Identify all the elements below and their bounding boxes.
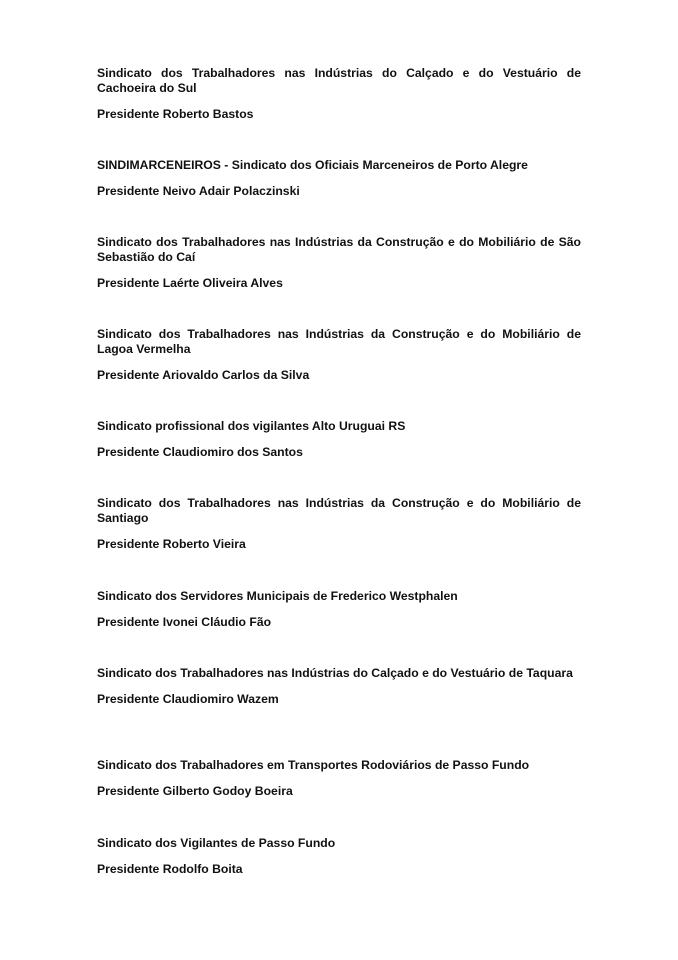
union-entry xyxy=(97,419,581,460)
president-name: Presidente Ivonei Cláudio Fão xyxy=(97,615,272,629)
union-name: Sindicato dos Trabalhadores nas Indústrias da Construção e do Mobiliário de Santiago xyxy=(97,496,581,525)
union-name: Sindicato dos Trabalhadores em Transportes Rodoviários de Passo Fundo xyxy=(97,758,530,772)
president-name: Presidente Neivo Adair Polaczinski xyxy=(97,184,300,198)
union-entry xyxy=(97,496,581,552)
president-name: Presidente Claudiomiro dos Santos xyxy=(97,445,303,459)
union-name: Sindicato dos Trabalhadores nas Indústrias do Calçado e do Vestuário de Taquara xyxy=(97,666,573,680)
president-name: Presidente Laérte Oliveira Alves xyxy=(97,276,283,290)
president-name: Presidente Claudiomiro Wazem xyxy=(97,692,279,706)
union-name: Sindicato profissional dos vigilantes Alto Uruguai RS xyxy=(97,419,406,433)
union-name: Sindicato dos Trabalhadores nas Indústrias do Calçado e do Vestuário de Cachoeira do Sul xyxy=(97,66,581,95)
president-name: Presidente Gilberto Godoy Boeira xyxy=(97,784,293,798)
union-name: Sindicato dos Trabalhadores nas Indústrias da Construção e do Mobiliário de Lagoa Vermelha xyxy=(97,327,581,356)
president-name: Presidente Roberto Bastos xyxy=(97,107,254,121)
president-name: Presidente Roberto Vieira xyxy=(97,537,246,551)
union-name: Sindicato dos Vigilantes de Passo Fundo xyxy=(97,836,336,850)
union-entry xyxy=(97,327,581,383)
union-entry xyxy=(97,666,581,707)
president-name: Presidente Ariovaldo Carlos da Silva xyxy=(97,368,310,382)
union-entry xyxy=(97,66,581,122)
union-entry xyxy=(97,235,581,291)
union-entry xyxy=(97,758,581,799)
union-name: SINDIMARCENEIROS - Sindicato dos Oficiais Marceneiros de Porto Alegre xyxy=(97,158,528,172)
president-name: Presidente Rodolfo Boita xyxy=(97,862,243,876)
union-name: Sindicato dos Servidores Municipais de Frederico Westphalen xyxy=(97,589,458,603)
union-name: Sindicato dos Trabalhadores nas Indústrias da Construção e do Mobiliário de São Sebastião do Caí xyxy=(97,235,581,264)
union-entry xyxy=(97,589,581,630)
union-entry xyxy=(97,158,581,199)
union-entry xyxy=(97,836,581,877)
